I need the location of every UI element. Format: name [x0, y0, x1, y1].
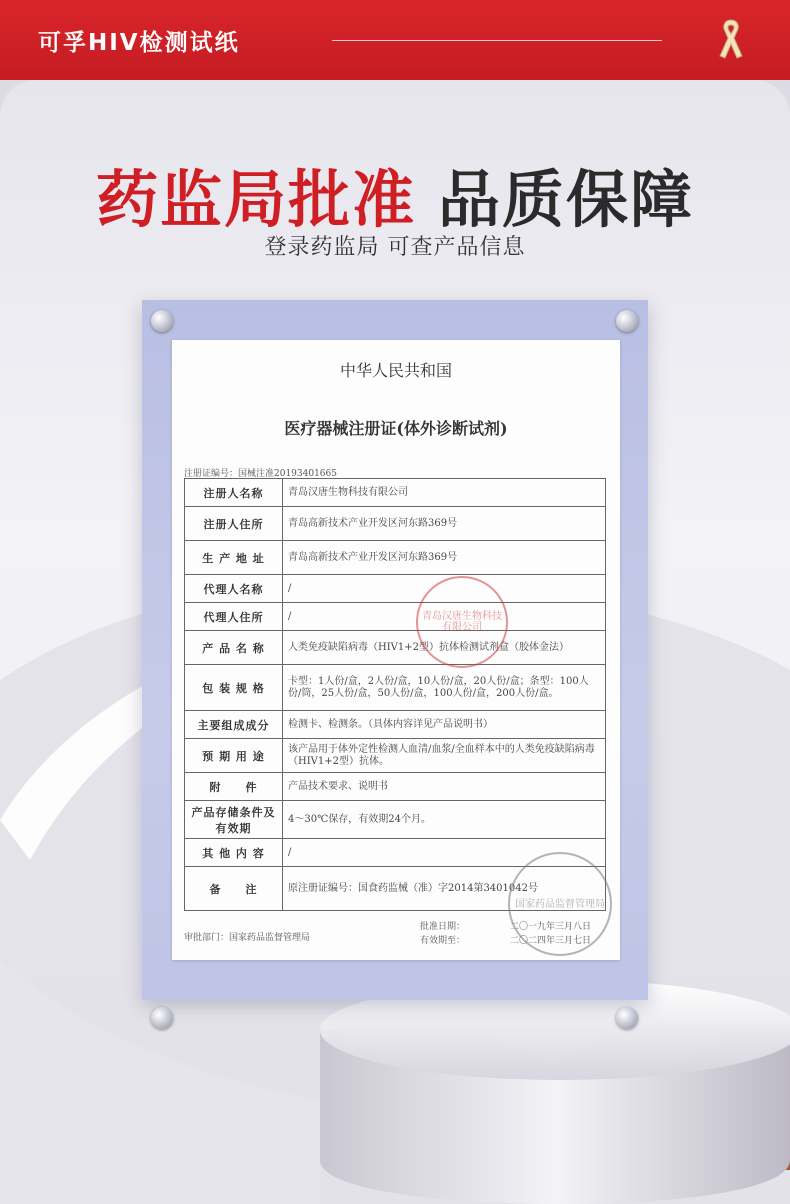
table-row — [185, 507, 606, 541]
row-key: 代理人住所 — [185, 603, 283, 631]
table-row — [185, 631, 606, 665]
table-row — [185, 665, 606, 711]
table-row — [185, 479, 606, 507]
cert-title: 医疗器械注册证(体外诊断试剂) — [284, 419, 508, 438]
table-row — [185, 739, 606, 773]
row-value: 原注册证编号：国食药监械（准）字2014第3401042号 — [283, 867, 606, 911]
brand-title: 可孚HIV检测试纸 — [38, 30, 240, 56]
main-headline — [0, 150, 790, 239]
row-value: 检测卡、检测条。（具体内容详见产品说明书） — [283, 711, 606, 739]
frame-screw-top-left — [151, 310, 173, 332]
valid-until-label: 有效期至： — [420, 936, 466, 946]
valid-until: 二〇二四年三月七日 — [510, 936, 592, 946]
banner-divider — [332, 40, 662, 41]
row-key: 其 他 内 容 — [185, 839, 283, 867]
company-seal-text: 青岛汉唐生物科技有限公司 — [422, 611, 502, 633]
row-key: 包 装 规 格 — [185, 665, 283, 711]
approval-department: 审批部门：国家药品监督管理局 — [184, 933, 311, 943]
cert-table — [184, 478, 606, 911]
table-row — [185, 801, 606, 839]
agency-seal-text: 国家药品监督管理局 — [515, 898, 605, 910]
approval-date-label: 批准日期： — [420, 922, 466, 932]
row-value: 该产品用于体外定性检测人血清/血浆/全血样本中的人类免疫缺陷病毒（HIV1+2型）抗体。 — [283, 739, 606, 773]
row-value: / — [283, 575, 606, 603]
headline-quality: 品质保障 — [438, 163, 695, 236]
row-value: 卡型：1人份/盒，2人份/盒，10人份/盒，20人份/盒；条型：100人份/筒，25人份/盒，50人份/盒，100人份/盒，200人份/盒。 — [283, 665, 606, 711]
row-value: / — [283, 603, 606, 631]
row-value: 青岛高新技术产业开发区河东路369号 — [283, 541, 606, 575]
frame-screw-bottom-right — [616, 1007, 638, 1029]
table-row — [185, 603, 606, 631]
row-value: 青岛汉唐生物科技有限公司 — [283, 479, 606, 507]
row-key: 预 期 用 途 — [185, 739, 283, 773]
headline-approved: 药监局批准 — [95, 163, 416, 236]
table-row — [185, 711, 606, 739]
row-key: 备 注 — [185, 867, 283, 911]
row-key: 注册人住所 — [185, 507, 283, 541]
row-key: 主要组成成分 — [185, 711, 283, 739]
frame-screw-bottom-left — [151, 1007, 173, 1029]
cert-country: 中华人民共和国 — [339, 361, 452, 380]
table-row — [185, 541, 606, 575]
company-seal — [416, 576, 508, 668]
row-key: 产品存储条件及有效期 — [185, 801, 283, 839]
registration-certificate — [172, 340, 620, 960]
cert-dates — [420, 920, 591, 948]
row-key: 产 品 名 称 — [185, 631, 283, 665]
frame-screw-top-right — [616, 310, 638, 332]
sub-headline: 登录药监局 可查产品信息 — [264, 235, 526, 260]
row-key: 生 产 地 址 — [185, 541, 283, 575]
row-value: 产品技术要求、说明书 — [283, 773, 606, 801]
red-ribbon-icon — [714, 16, 748, 60]
row-value: 4～30℃保存，有效期24个月。 — [283, 801, 606, 839]
row-value: / — [283, 839, 606, 867]
table-row — [185, 773, 606, 801]
row-key: 附 件 — [185, 773, 283, 801]
row-key: 注册人名称 — [185, 479, 283, 507]
table-row — [185, 575, 606, 603]
row-value: 人类免疫缺陷病毒（HIV1+2型）抗体检测试剂盒（胶体金法） — [283, 631, 606, 665]
cert-reg-number: 注册证编号：国械注准20193401665 — [184, 469, 337, 479]
top-banner — [0, 0, 790, 80]
row-value: 青岛高新技术产业开发区河东路369号 — [283, 507, 606, 541]
row-key: 代理人名称 — [185, 575, 283, 603]
approval-date: 二〇一九年三月八日 — [510, 922, 592, 932]
